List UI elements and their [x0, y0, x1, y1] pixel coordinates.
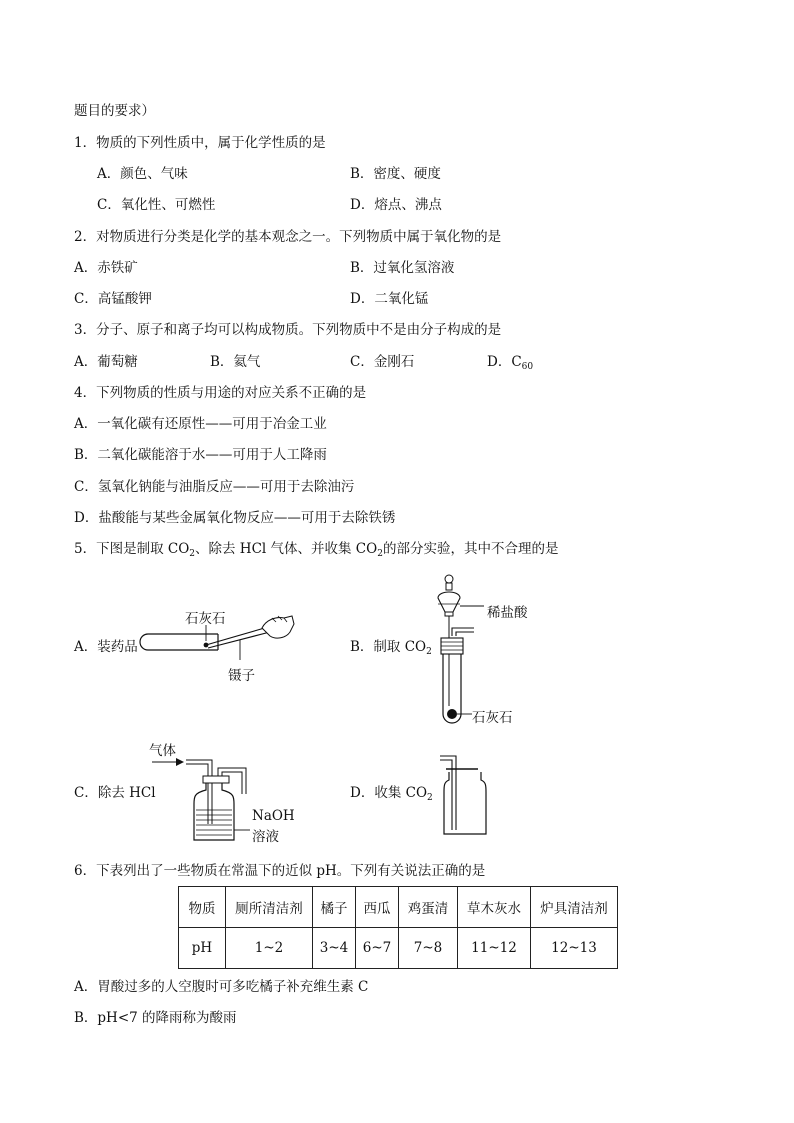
- label-naoh: NaOH: [252, 808, 295, 824]
- question-1-option-b[interactable]: B．密度、硬度: [350, 166, 441, 182]
- label-limestone-b: 石灰石: [472, 710, 513, 726]
- q5-stem-part: 的部分实验，其中不合理的是: [382, 541, 559, 557]
- table-cell: 草木灰水: [458, 887, 531, 928]
- question-1-option-d[interactable]: D．熔点、沸点: [350, 197, 442, 213]
- question-4-option-a[interactable]: A．一氧化碳有还原性——可用于冶金工业: [74, 416, 327, 432]
- ph-table: [178, 886, 618, 969]
- section-header-tail: 题目的要求）: [74, 103, 155, 119]
- question-1-stem: 1．物质的下列性质中，属于化学性质的是: [74, 135, 326, 151]
- question-6-stem: 6．下表列出了一些物质在常温下的近似 pH。下列有关说法正确的是: [74, 863, 486, 879]
- question-2-option-a[interactable]: A．赤铁矿: [74, 260, 138, 276]
- question-4-option-d[interactable]: D．盐酸能与某些金属氧化物反应——可用于去除铁锈: [74, 510, 396, 526]
- table-cell: 西瓜: [356, 887, 399, 928]
- table-cell: 3~4: [313, 928, 356, 969]
- question-5-option-c[interactable]: C．除去 HCl: [74, 785, 156, 801]
- table-cell: 物质: [179, 887, 226, 928]
- option-d-text: D．收集 CO: [350, 785, 428, 801]
- q5-stem-part: 、除去 HCl 气体、并收集 CO: [195, 541, 378, 557]
- q5-stem-part: 5．下图是制取 CO: [74, 541, 190, 557]
- question-3-option-a[interactable]: A．葡萄糖: [74, 354, 138, 370]
- label-solution: 溶液: [252, 829, 279, 845]
- question-3-option-d-text: D．C: [487, 354, 522, 370]
- table-cell: 12~13: [531, 928, 618, 969]
- option-b-sub: 2: [426, 647, 432, 657]
- question-3-option-c[interactable]: C．金刚石: [350, 354, 415, 370]
- table-cell: 鸡蛋清: [399, 887, 458, 928]
- table-cell: 厕所清洁剂: [226, 887, 313, 928]
- label-tweezers: 镊子: [228, 668, 255, 684]
- table-cell: 7~8: [399, 928, 458, 969]
- question-2-stem: 2．对物质进行分类是化学的基本观念之一。下列物质中属于氧化物的是: [74, 229, 502, 245]
- question-4-option-c[interactable]: C．氢氧化钠能与油脂反应——可用于去除油污: [74, 479, 355, 495]
- label-limestone-a: 石灰石: [185, 611, 226, 627]
- table-cell: pH: [179, 928, 226, 969]
- question-4-stem: 4．下列物质的性质与用途的对应关系不正确的是: [74, 385, 367, 401]
- label-gas: 气体: [149, 743, 176, 759]
- table-cell: 炉具清洁剂: [531, 887, 618, 928]
- q5-stem-sub: 2: [189, 549, 196, 559]
- question-3-option-d-subscript: 60: [521, 362, 534, 372]
- question-1-option-c[interactable]: C．氧化性、可燃性: [97, 197, 216, 213]
- question-5-option-a[interactable]: A．装药品: [74, 639, 138, 655]
- table-cell: 1~2: [226, 928, 313, 969]
- table-row: [179, 928, 618, 969]
- question-2-option-d[interactable]: D．二氧化锰: [350, 291, 429, 307]
- question-3-stem: 3．分子、原子和离子均可以构成物质。下列物质中不是由分子构成的是: [74, 322, 502, 338]
- question-4-option-b[interactable]: B．二氧化碳能溶于水——可用于人工降雨: [74, 447, 327, 463]
- question-3-option-b[interactable]: B．氦气: [210, 354, 261, 370]
- option-b-text: B．制取 CO: [350, 639, 427, 655]
- question-2-option-b[interactable]: B．过氧化氢溶液: [350, 260, 455, 276]
- q5-stem-sub: 2: [377, 549, 383, 559]
- table-header-row: [179, 887, 618, 928]
- table-cell: 橘子: [313, 887, 356, 928]
- question-6-option-a[interactable]: A．胃酸过多的人空腹时可多吃橘子补充维生素 C: [74, 979, 369, 995]
- table-cell: 6~7: [356, 928, 399, 969]
- question-6-option-b[interactable]: B．pH<7 的降雨称为酸雨: [74, 1010, 237, 1026]
- table-cell: 11~12: [458, 928, 531, 969]
- option-d-sub: 2: [427, 793, 433, 803]
- question-2-option-c[interactable]: C．高锰酸钾: [74, 291, 152, 307]
- label-dilute-hcl: 稀盐酸: [487, 605, 528, 621]
- question-1-option-a[interactable]: A．颜色、气味: [97, 166, 188, 182]
